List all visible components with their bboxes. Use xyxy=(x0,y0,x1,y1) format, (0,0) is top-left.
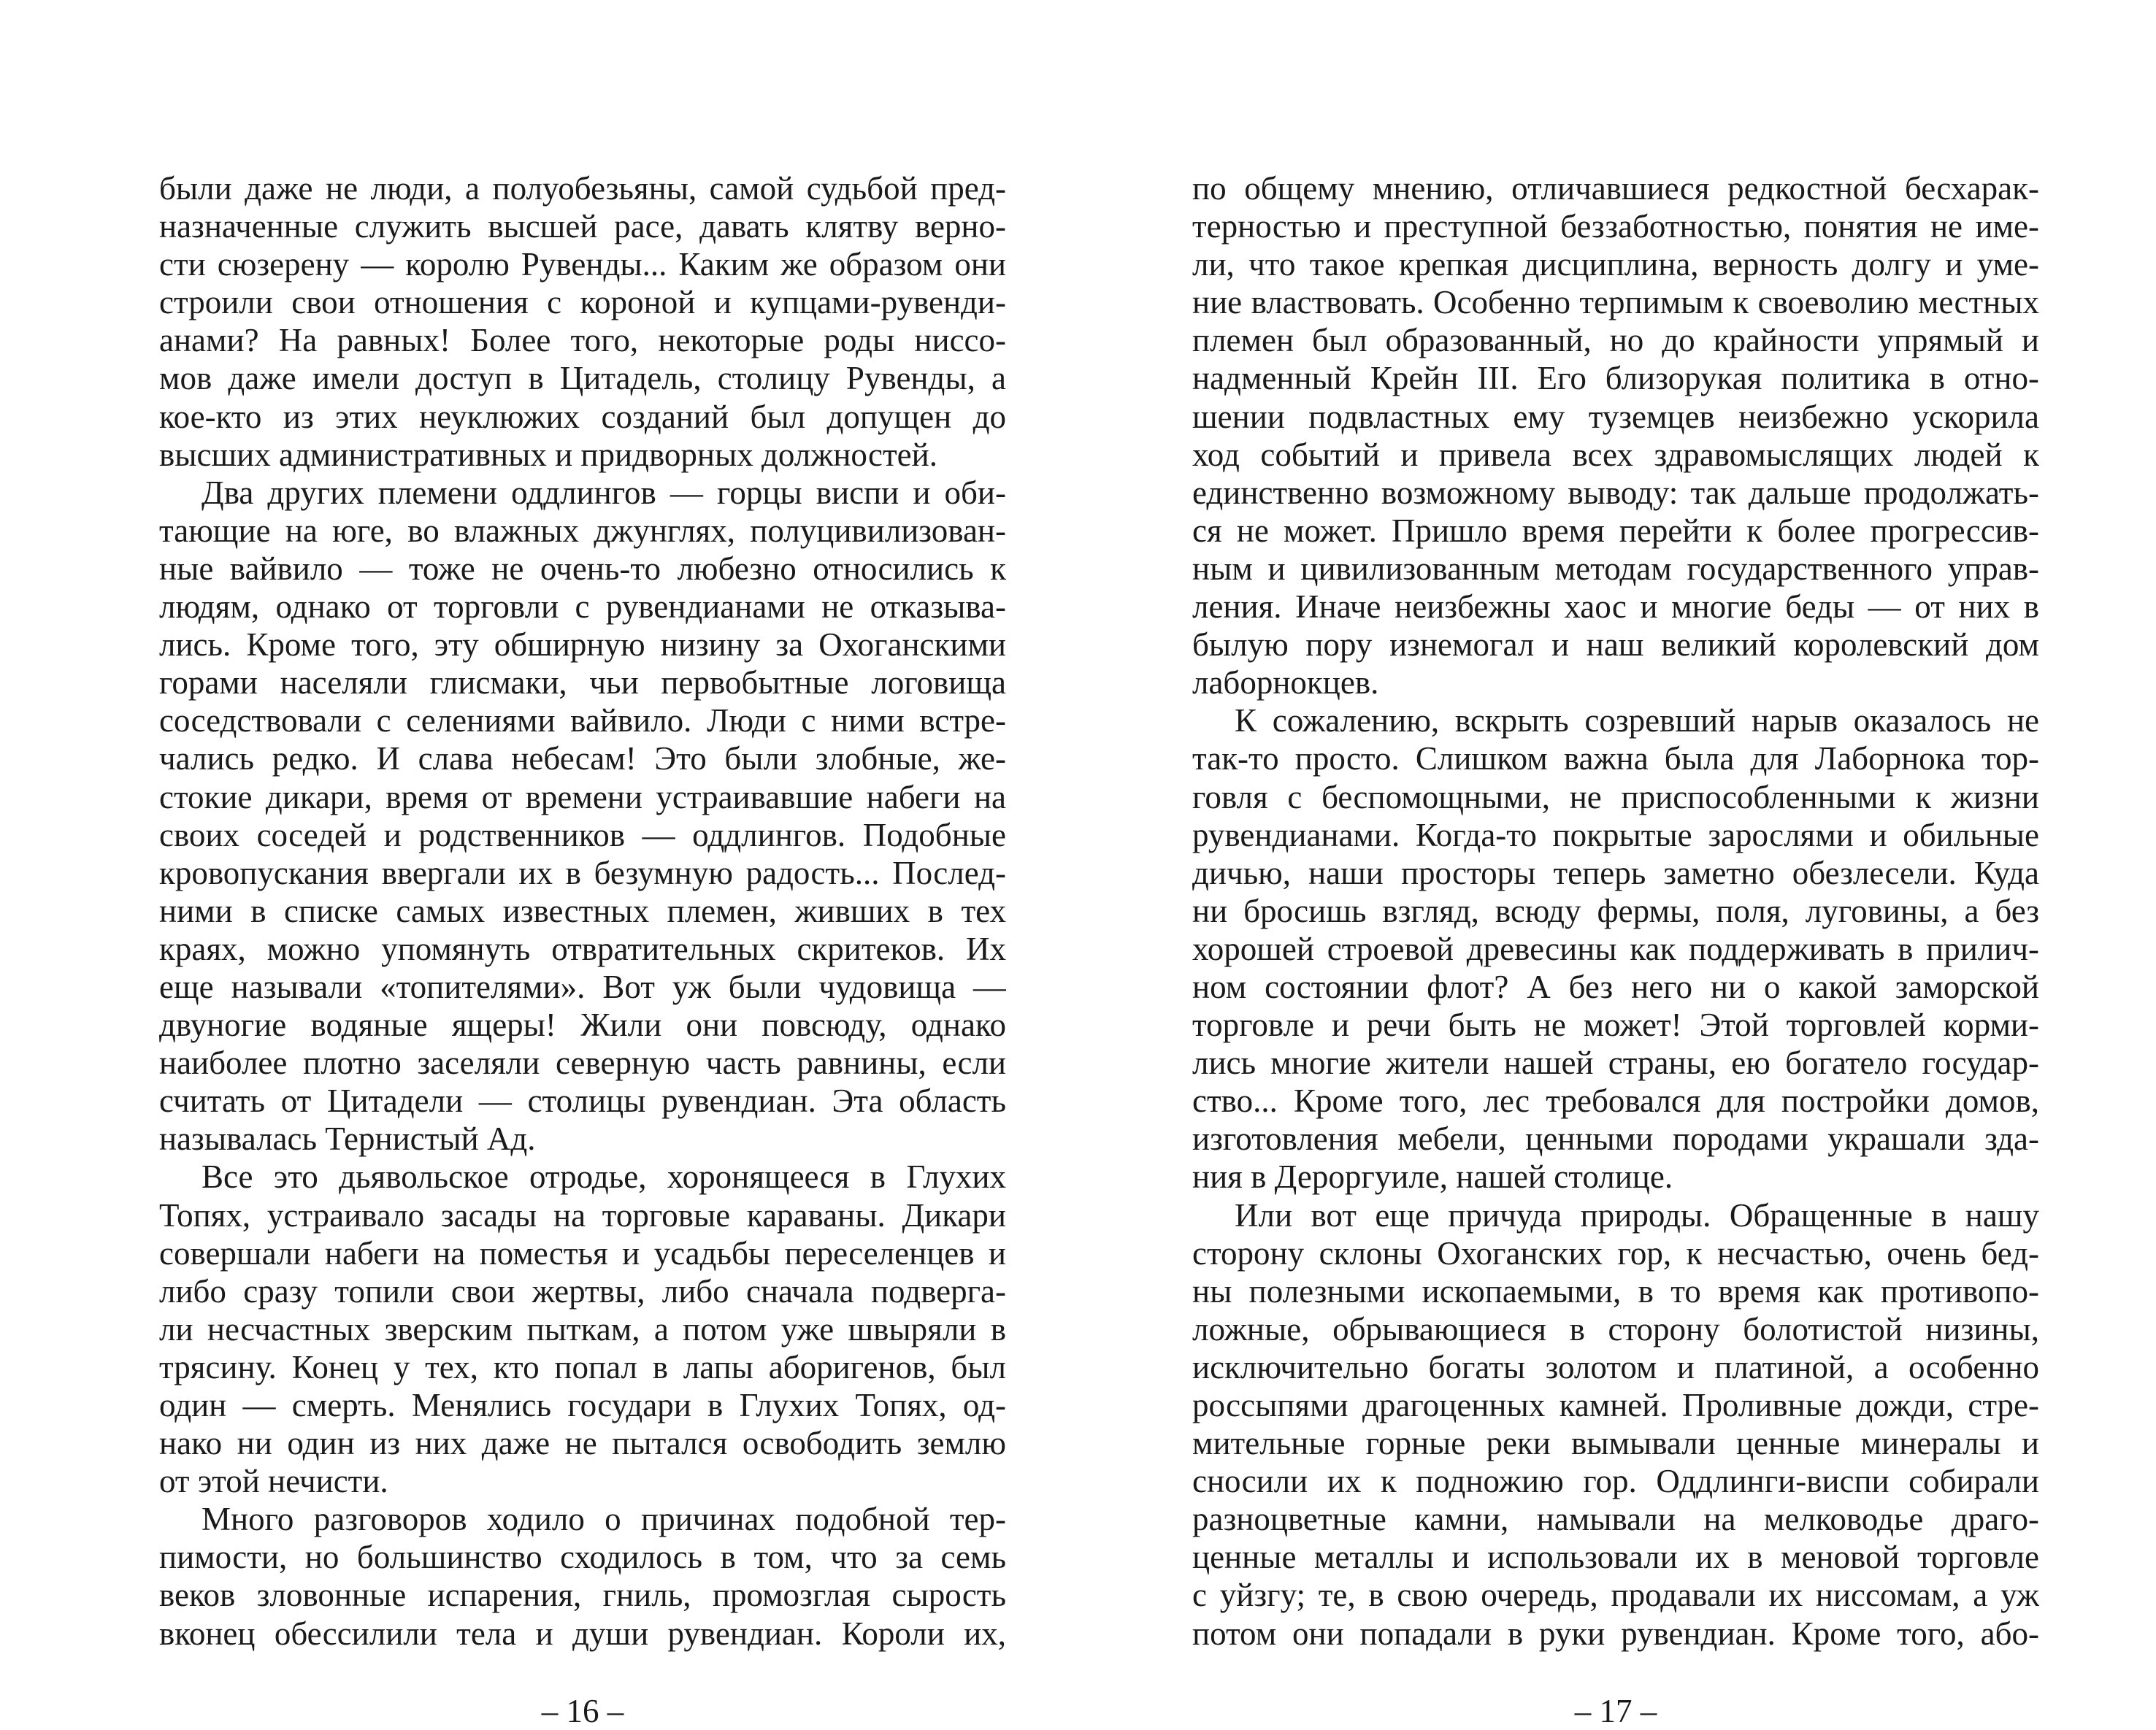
text-line: лись. Кроме того, эту обширную низину за Охоганскими xyxy=(159,626,1006,664)
text-line: сти сюзерену — королю Рувенды... Каким же образом они xyxy=(159,246,1006,283)
text-line: ство... Кроме того, лес требовался для постройки домов, xyxy=(1192,1083,2039,1120)
text-line: Много разговоров ходило о причинах подобной тер- xyxy=(202,1501,1006,1538)
text-line: нако ни один из них даже не пытался освободить землю xyxy=(159,1425,1006,1462)
text-line: исключительно богаты золотом и платиной, а особенно xyxy=(1192,1348,2039,1385)
text-line: один — смерть. Менялись государи в Глухих Топях, од- xyxy=(159,1387,1006,1423)
text-line: ложные, обрывающиеся в сторону болотистой низины, xyxy=(1192,1310,2039,1348)
text-line: двуногие водяные ящеры! Жили они повсюду, однако xyxy=(159,1007,1006,1044)
text-line: сторону склоны Охоганских гор, к несчастью, очень бед- xyxy=(1192,1234,2039,1272)
text-line: считать от Цитадели — столицы рувендиан. Эта область xyxy=(159,1083,1006,1120)
text-line: ли, что такое крепкая дисциплина, верность долгу и уме- xyxy=(1192,246,2039,283)
text-line: рувендианами. Когда-то покрытые зарослями и обильные xyxy=(1192,816,2039,853)
text-line: потом они попадали в руки рувендиан. Кроме того, або- xyxy=(1192,1615,2039,1652)
left-page xyxy=(159,0,1006,1729)
text-line: кровопускания ввергали их в безумную радость... Послед- xyxy=(159,854,1006,891)
text-line: совершали набеги на поместья и усадьбы переселенцев и xyxy=(159,1234,1006,1272)
text-line: по общему мнению, отличавшиеся редкостной бесхарак- xyxy=(1192,170,2039,207)
text-line: единственно возможному выводу: так дальше продолжать- xyxy=(1192,474,2039,511)
right-page xyxy=(1192,0,2039,1729)
text-line: лись многие жители нашей страны, ею богатело государ- xyxy=(1192,1045,2039,1082)
text-line: дичью, наши просторы теперь заметно обезлесели. Куда xyxy=(1192,854,2039,891)
text-line: ними в списке самых известных племен, живших в тех xyxy=(159,892,1006,929)
text-line: с уйзгу; те, в свою очередь, продавали их ниссомам, а уж xyxy=(1192,1577,2039,1614)
text-line: высших административных и придворных должностей. xyxy=(159,436,937,473)
text-line: кое-кто из этих неуклюжих созданий был допущен до xyxy=(159,398,1006,435)
text-line: пимости, но большинство сходилось в том, что за семь xyxy=(159,1539,1006,1576)
text-line: племен был образованный, но до крайности упрямый и xyxy=(1192,322,2039,359)
text-line: наиболее плотно заселяли северную часть равнины, если xyxy=(159,1045,1006,1082)
text-line: были даже не люди, а полуобезьяны, самой судьбой пред- xyxy=(159,170,1006,207)
text-line: Топях, устраивало засады на торговые караваны. Дикари xyxy=(159,1196,1006,1234)
text-line: ном состоянии флот? А без него ни о какой заморской xyxy=(1192,968,2039,1005)
text-line: ни бросишь взгляд, всюду фермы, поля, луговины, а без xyxy=(1192,892,2039,929)
text-line: К сожалению, вскрыть созревший нарыв оказалось не xyxy=(1235,702,2039,739)
text-line: ли несчастных зверским пыткам, а потом уже швыряли в xyxy=(159,1310,1006,1348)
text-line: ние властвовать. Особенно терпимым к своеволию местных xyxy=(1192,284,2039,321)
left-page-text xyxy=(159,169,1006,1653)
text-line: строили свои отношения с короной и купцами-рувенди- xyxy=(159,284,1006,321)
text-line: назначенные служить высшей расе, давать клятву верно- xyxy=(159,208,1006,245)
text-line: разноцветные камни, намывали на мелководье драго- xyxy=(1192,1501,2039,1538)
text-line: ные вайвило — тоже не очень-то любезно относились к xyxy=(159,550,1006,587)
text-line: ления. Иначе неизбежны хаос и многие беды — от них в xyxy=(1192,588,2039,626)
text-line: ны полезными ископаемыми, в то время как противопо- xyxy=(1192,1272,2039,1310)
text-line: краях, можно упомянуть отвратительных скритеков. Их xyxy=(159,930,1006,967)
text-line: так-то просто. Слишком важна была для Лаборнока тор- xyxy=(1192,740,2039,777)
text-line: Или вот еще причуда природы. Обращенные в нашу xyxy=(1235,1196,2039,1234)
text-line: лаборнокцев. xyxy=(1192,664,1379,701)
text-line: сносили их к подножию гор. Оддлинги-виспи собирали xyxy=(1192,1463,2039,1500)
text-line: россыпями драгоценных камней. Проливные дожди, стре- xyxy=(1192,1387,2039,1423)
text-line: былую пору изнемогал и наш великий королевский дом xyxy=(1192,626,2039,664)
text-line: называлась Тернистый Ад. xyxy=(159,1120,536,1158)
text-line: надменный Крейн III. Его близорукая политика в отно- xyxy=(1192,360,2039,397)
text-line: трясину. Конец у тех, кто попал в лапы аборигенов, был xyxy=(159,1348,1006,1385)
text-line: людям, однако от торговли с рувендианами не отказыва- xyxy=(159,588,1006,626)
text-line: ценные металлы и использовали их в меновой торговле xyxy=(1192,1539,2039,1576)
page-number: – 17 – xyxy=(1574,1693,1657,1729)
text-line: горами населяли глисмаки, чьи первобытные логовища xyxy=(159,664,1006,701)
text-line: мительные горные реки вымывали ценные минералы и xyxy=(1192,1425,2039,1462)
text-line: шении подвластных ему туземцев неизбежно ускорила xyxy=(1192,398,2039,435)
text-line: от этой нечисти. xyxy=(159,1463,388,1500)
text-line: анами? На равных! Более того, некоторые роды ниссо- xyxy=(159,322,1006,359)
text-line: ния в Дероргуиле, нашей столице. xyxy=(1192,1158,1673,1196)
text-line: изготовления мебели, ценными породами украшали зда- xyxy=(1192,1120,2039,1158)
text-line: своих соседей и родственников — оддлингов. Подобные xyxy=(159,816,1006,853)
text-line: еще называли «топителями». Вот уж были чудовища — xyxy=(159,968,1006,1005)
text-line: мов даже имели доступ в Цитадель, столицу Рувенды, а xyxy=(159,360,1006,397)
text-line: хорошей строевой древесины как поддерживать в прилич- xyxy=(1192,930,2039,967)
text-line: веков зловонные испарения, гниль, промозглая сырость xyxy=(159,1577,1006,1614)
text-line: терностью и преступной беззаботностью, понятия не име- xyxy=(1192,208,2039,245)
text-line: либо сразу топили свои жертвы, либо сначала подверга- xyxy=(159,1272,1006,1310)
text-line: ся не может. Пришло время перейти к более прогрессив- xyxy=(1192,512,2039,549)
text-line: ход событий и привела всех здравомыслящих людей к xyxy=(1192,436,2039,473)
text-line: ным и цивилизованным методам государственного управ- xyxy=(1192,550,2039,587)
text-line: тающие на юге, во влажных джунглях, полуцивилизован- xyxy=(159,512,1006,549)
right-page-text xyxy=(1192,169,2039,1653)
text-line: соседствовали с селениями вайвило. Люди с ними встре- xyxy=(159,702,1006,739)
text-line: стокие дикари, время от времени устраивавшие набеги на xyxy=(159,778,1006,815)
page-number: – 16 – xyxy=(541,1693,624,1729)
text-line: Два других племени оддлингов — горцы виспи и оби- xyxy=(202,474,1006,511)
text-line: говля с беспомощными, не приспособленными к жизни xyxy=(1192,778,2039,815)
text-line: торговле и речи быть не может! Этой торговлей корми- xyxy=(1192,1007,2039,1044)
text-line: Все это дьявольское отродье, хоронящееся в Глухих xyxy=(202,1158,1006,1196)
text-line: вконец обессилили тела и души рувендиан. Короли их, xyxy=(159,1615,1006,1652)
text-line: чались редко. И слава небесам! Это были злобные, же- xyxy=(159,740,1006,777)
